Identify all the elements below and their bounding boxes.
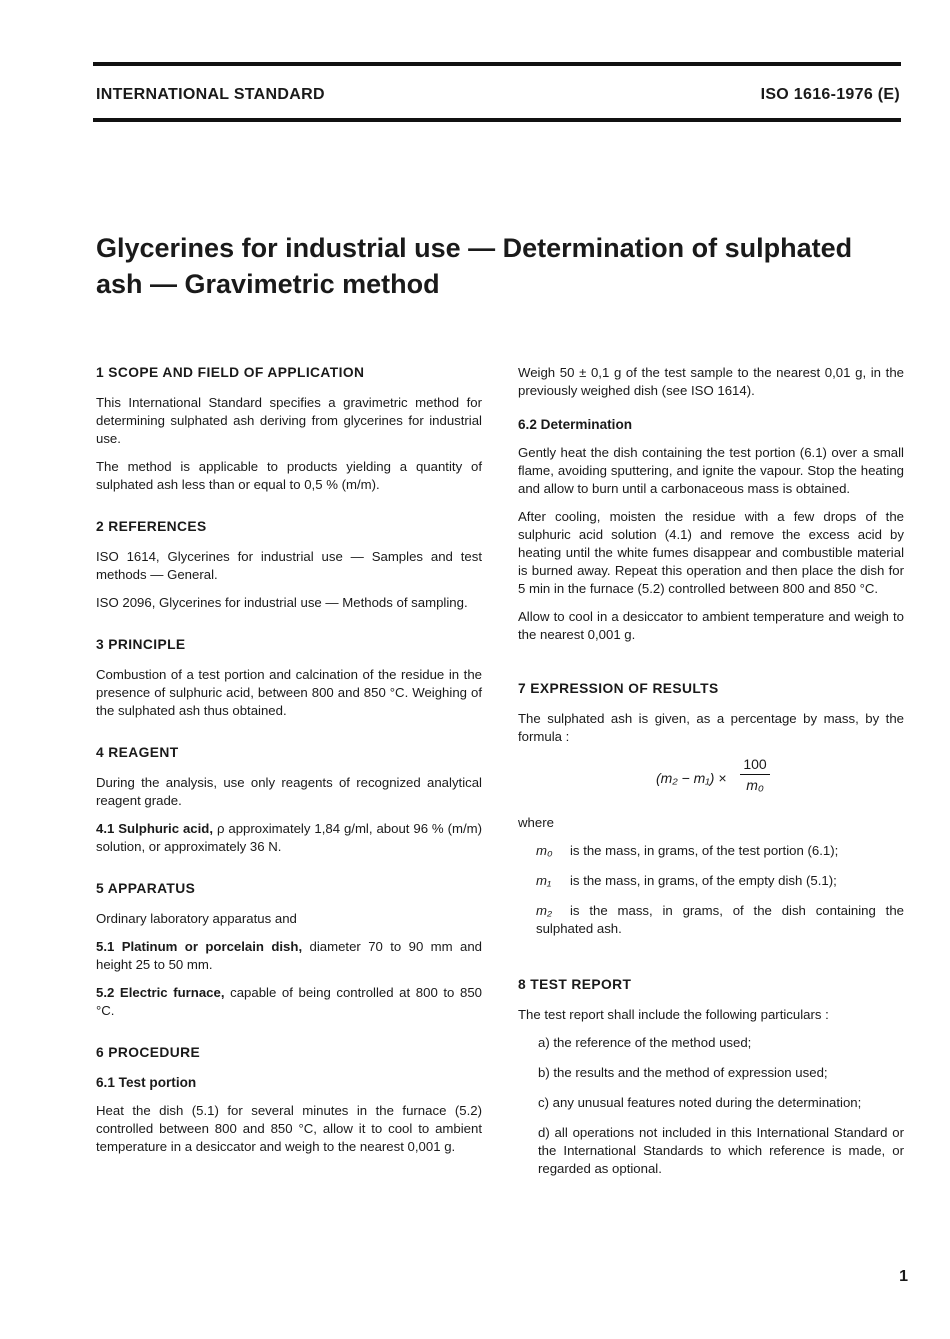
reference-iso-1614: ISO 1614, Glycerines for industrial use — Samples and test methods — General. [96, 549, 482, 582]
definition-m2-text: is the mass, in grams, of the dish containing the sulphated ash. [536, 903, 904, 936]
header-standard-number: ISO 1616-1976 (E) [760, 86, 900, 103]
definition-m0-text: is the mass, in grams, of the test portion (6.1); [570, 843, 839, 858]
report-particulars-list [518, 1034, 904, 1178]
definition-m2 [536, 902, 904, 938]
section-6-2-paragraph-3: Allow to cool in a desiccator to ambient temperature and weigh to the nearest 0,001 g. [518, 609, 904, 642]
section-5-2-label: 5.2 Electric furnace, [96, 985, 225, 1000]
section-6-2-paragraph-1: Gently heat the dish containing the test portion (6.1) over a small flame, avoiding sputtering, and ignite the vapour. Stop the heating and allow to burn until a carbonaceous mass is obtained. [518, 445, 904, 496]
section-4-paragraph: During the analysis, use only reagents of recognized analytical reagent grade. [96, 775, 482, 808]
section-6-2-paragraph-2: After cooling, moisten the residue with a few drops of the sulphuric acid solution (4.1) and remove the excess acid by heating until the white fumes disappear and combustible material is burned away. Repeat this operation and then place the dish for 5 min in the furnace (5.2) controlled between 800 and 850 °C. [518, 509, 904, 596]
section-5-2-paragraph [96, 984, 482, 1020]
symbol-definitions [518, 842, 904, 938]
definition-m0 [536, 842, 904, 860]
list-item: c) any unusual features noted during the determination; [538, 1095, 862, 1110]
reference-iso-2096: ISO 2096, Glycerines for industrial use — Methods of sampling. [96, 595, 468, 610]
section-4-heading: 4 REAGENT [96, 745, 179, 760]
section-5-2-text: capable of being controlled at 800 to 850 °C. [96, 985, 482, 1018]
section-4-1-text: ρ approximately 1,84 g/ml, about 96 % (m/m) solution, or approximately 36 N. [96, 821, 482, 854]
section-5-heading: 5 APPARATUS [96, 881, 196, 896]
right-column [518, 364, 904, 1190]
where-label: where [518, 815, 554, 830]
section-5-1-paragraph [96, 938, 482, 974]
page-number: 1 [899, 1268, 908, 1285]
symbol-m1: m₁ [536, 873, 552, 888]
page-title: Glycerines for industrial use — Determination of sulphated ash — Gravimetric method [96, 233, 853, 299]
section-1-heading: 1 SCOPE AND FIELD OF APPLICATION [96, 365, 365, 380]
definition-m1 [536, 872, 904, 890]
section-4-1-paragraph [96, 820, 482, 856]
header-bottom-rule [93, 118, 901, 122]
section-3-paragraph: Combustion of a test portion and calcination of the residue in the presence of sulphuric acid, between 800 and 850 °C. Weighing of the sulphated ash thus obtained. [96, 667, 482, 718]
ash-formula [518, 756, 904, 800]
list-item: a) the reference of the method used; [538, 1035, 752, 1050]
section-7-paragraph: The sulphated ash is given, as a percentage by mass, by the formula : [518, 711, 904, 744]
header-standard-type: INTERNATIONAL STANDARD [96, 86, 325, 103]
formula-fraction [740, 756, 770, 793]
section-6-2-heading: 6.2 Determination [518, 417, 633, 432]
section-1-paragraph-2: The method is applicable to products yielding a quantity of sulphated ash less than or equal to 0,5 % (m/m). [96, 459, 482, 492]
section-8-paragraph: The test report shall include the following particulars : [518, 1007, 829, 1022]
section-5-1-text: diameter 70 to 90 mm and height 25 to 50 mm. [96, 939, 483, 972]
list-item: d) all operations not included in this International Standard or the International Standards to which reference is made, or regarded as optional. [538, 1125, 904, 1176]
header-top-rule [93, 62, 901, 66]
definition-m1-text: is the mass, in grams, of the empty dish (5.1); [570, 873, 837, 888]
symbol-m0: m₀ [536, 843, 553, 858]
section-6-1-paragraph-1: Heat the dish (5.1) for several minutes in the furnace (5.2) controlled between 800 and 850 °C, allow it to cool to ambient temperature in a desiccator and weigh to the nearest 0,001 g. [96, 1103, 482, 1154]
section-1-paragraph-1: This International Standard specifies a gravimetric method for determining sulphated ash deriving from glycerines for industrial use. [96, 395, 482, 446]
formula-fraction-bar [740, 774, 770, 775]
section-5-paragraph: Ordinary laboratory apparatus and [96, 911, 297, 926]
section-6-heading: 6 PROCEDURE [96, 1045, 201, 1060]
formula-numerator: 100 [743, 756, 767, 772]
section-8-heading: 8 TEST REPORT [518, 977, 632, 992]
section-7-heading: 7 EXPRESSION OF RESULTS [518, 681, 719, 696]
section-4-1-label: 4.1 Sulphuric acid, [96, 821, 214, 836]
section-3-heading: 3 PRINCIPLE [96, 637, 186, 652]
section-6-1-heading: 6.1 Test portion [96, 1075, 197, 1090]
section-6-1-paragraph-2: Weigh 50 ± 0,1 g of the test sample to the nearest 0,01 g, in the previously weighed dish (see ISO 1614). [518, 365, 904, 398]
section-5-1-label: 5.1 Platinum or porcelain dish, [96, 939, 303, 954]
section-2-heading: 2 REFERENCES [96, 519, 207, 534]
left-column [96, 364, 482, 1166]
formula-denominator: m₀ [746, 777, 764, 793]
list-item: b) the results and the method of expression used; [538, 1065, 828, 1080]
formula-lhs: (m₂ − m₁) × [656, 770, 727, 786]
symbol-m2: m₂ [536, 903, 553, 918]
